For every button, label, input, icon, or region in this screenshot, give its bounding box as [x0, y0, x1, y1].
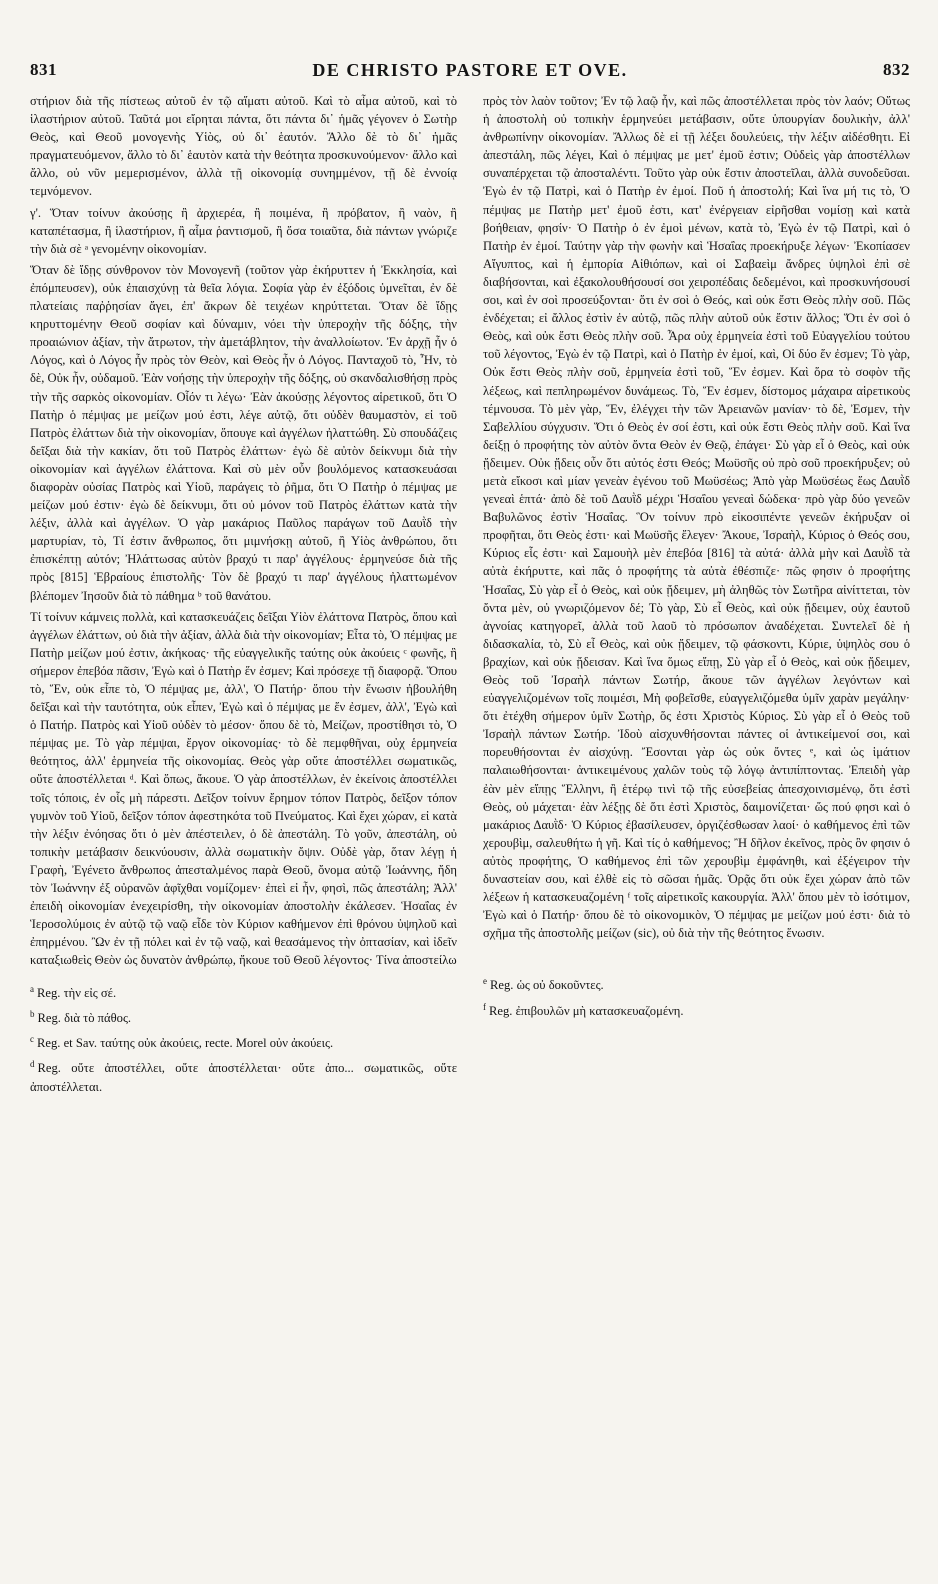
footnote	[30, 1030, 457, 1052]
footnote-mark: f	[483, 1001, 486, 1012]
footnote-text: Reg. ἐπιβουλῶν μὴ κατασκευαζομένη.	[489, 1003, 684, 1018]
paragraph: Τί τοίνυν κάμνεις πολλὰ, καὶ κατασκευάζεις δεῖξαι Υἱὸν ἐλάττονα Πατρὸς, ὅπου καὶ ἀγγέλων ἐλάττων, οὐ διὰ τὴν ἀξίαν, ἀλλὰ διὰ τὴν οἰκονομίαν; Εἶτα τὸ, Ὁ πέμψας με Πατὴρ μείζων μού ἐστιν, ἀκήκοας· τῆς εὐαγγελικῆς ταύτης οὐκ ἀκούεις ᶜ φωνῆς, ἣ σήμερον ἐπεβόα πᾶσιν, Ἐγὼ καὶ ὁ Πατὴρ ἕν ἐσμεν; Καὶ πρόσεχε τῇ διαφορᾷ. Ὅπου τὸ, Ἕν, οὐκ εἶπε τὸ, Ὁ πέμψας με, ἀλλ', Ὁ Πατήρ· ὅπου τὴν ἕνωσιν ἠβουλήθη δεῖξαι καὶ τὴν ταυτότητα, οὐκ εἶπεν, Ἐγὼ καὶ ὁ πέμψας με ἕν ἐσμεν, ἀλλ', Ἐγὼ καὶ ὁ Πατήρ. Πατρὸς καὶ Υἱοῦ οὐδὲν τὸ μέσον· ὅπου δὲ τὸ, Μείζων, προστίθησι τὸ, Ὁ πέμψας με. Τὸ γὰρ πέμψαι, ἔργον οἰκονομίας· τὸ δὲ πεμφθῆναι, οὐχ ἑρμηνεία θεότητος, ἀλλ' ἑρμηνεία τῆς οἰκονομίας. Θεὸς γὰρ οὔτε ἀποστέλλει σωματικῶς, οὔτε ἀποστέλλεται ᵈ. Καὶ ὅπως, ἄκουε. Ὁ γὰρ ἀποστέλλων, ἐν ἐκείνοις ἀποστέλλει τοῖς τόποις, ἐν οἷς μὴ πάρεστι. Δεῖξον τοίνυν ἔρημον τόπον Πατρὸς, δεῖξον τόπον γυμνὸν τοῦ Υἱοῦ, δεῖξον τόπον ἀφεστηκότα τοῦ Πνεύματος. Καὶ ἔχει χώραν, εἰ κατὰ τὴν λέξιν ἐνόησας ὅτι ὁ μὲν ἀπέστειλεν, ὁ δὲ ἀπεστάλη. Τὸ γοῦν, ἀπεστάλη, οὐ τοπικὴν μετάβασιν δεικνύουσιν, ἀλλὰ σωματικὴν ὄψιν. Οὐδὲ γὰρ, ὅταν λέγῃ ἡ Γραφὴ, Ἐγένετο ἄνθρωπος ἀπεσταλμένος παρὰ Θεοῦ, ὄνομα αὐτῷ Ἰωάννης, ἤδη τὸν Ἰωάννην ἐξ οὐρανῶν ἀφῖχθαι νομίζομεν· ἐπεὶ εἰ ἦν, φησὶ, πῶς ἀπεστάλη; Ἀλλ' ἐπειδὴ οἰκονομίαν ἐνεχειρίσθη, τὴν οἰκονομίαν ἀποστολὴν ἐκάλεσεν. Ἡσαΐας ἐν Ἱεροσολύμοις ἐν αὐτῷ τῷ ναῷ εἶδε τὸν Κύριον καθήμενον ἐπὶ θρόνου ὑψηλοῦ καὶ ἐπηρμένου. Ὢν ἐν τῇ πόλει καὶ ἐν τῷ ναῷ, καὶ θεασάμενος τὴν ὀπτασίαν, καὶ ἰδεῖν καταξιωθεὶς Θεὸν ὡς δυνατὸν ἀνθρώπῳ, ἤκουε τοῦ Θεοῦ λέγοντος· Τίνα ἀποστείλω	[30, 609, 457, 968]
footnote-text: Reg. τὴν εἰς σέ.	[37, 985, 117, 1000]
footnote	[483, 998, 910, 1020]
footnote	[30, 1055, 457, 1095]
running-title: DE CHRISTO PASTORE ET OVE.	[312, 60, 628, 80]
footnotes-right	[483, 972, 910, 1020]
right-column	[483, 92, 910, 1099]
footnotes-left	[30, 980, 457, 1096]
page-number-right: 832	[883, 60, 910, 79]
page-number-left: 831	[30, 60, 57, 79]
footnote-text: Reg. ὡς οὐ δοκοῦντες.	[490, 978, 604, 993]
paragraph: Ὅταν δὲ ἴδῃς σύνθρονον τὸν Μονογενῆ (τοῦτον γὰρ ἐκήρυττεν ἡ Ἐκκλησία, καὶ ἐπόμπευσεν), οὐκ ἐπαισχύνῃ τὰ θεῖα λόγια. Σοφία γὰρ ἐν ἐξόδοις ὑμνεῖται, ἐν δὲ πλατείαις παῤῥησίαν ἄγει, ἐπ' ἄκρων δὲ τειχέων κηρύττεται. Ὅταν δὲ ἴδῃς κηρυττομένην Θεοῦ σοφίαν καὶ δύναμιν, νόει τὴν ὑπεροχὴν τῆς δόξης, τὴν προαιώνιον ἀξίαν, τὴν ἄτρωτον, τὴν ἀμετάβλητον, τὴν ἀναλλοίωτον. Ἐν ἀρχῇ ἦν ὁ Λόγος, καὶ ὁ Λόγος ἦν πρὸς τὸν Θεὸν, καὶ Θεὸς ἦν ὁ Λόγος. Πανταχοῦ τὸ, Ἦν, τὸ δὲ, Οὐκ ἦν, οὐδαμοῦ. Ἐὰν νοήσῃς τὴν ὑπεροχὴν τῆς δόξης, οὐ σκανδαλισθήσῃ πρὸς τὴν τῆς σαρκὸς οἰκονομίαν. Οἷόν τι λέγω· Ἐὰν ἀκούσῃς λέγοντος αἱρετικοῦ, ὅτι Ὁ Πατὴρ ὁ πέμψας με μείζων μού ἐστι, λέγε αὐτῷ, ὅτι οὐδὲν θαυμαστὸν, εἰ τοῦ Πατρὸς ἐλάττων διὰ τὴν οἰκονομίαν, ὅπουγε καὶ ἀγγέλων ἠλαττώθη. Σὺ σπουδάζεις δεῖξαι διὰ τὴν κακίαν, ὅτι τοῦ Πατρὸς ἐλάττων· ἐγὼ δὲ αὐτὸν δείκνυμι διὰ τὴν οἰκονομίαν καὶ ἀγγέλων ἐλάττονα. Καὶ σὺ μὲν οὖν βουλόμενος κατασκευάσαι διαφορὰν οὐσίας Πατρὸς καὶ Υἱοῦ, παράγεις τὸ ῥῆμα, ὅτι Ὁ Πατὴρ ὁ πέμψας με μείζων μού ἐστιν· ἐγὼ δὲ δείκνυμι, ὅτι οὐ μόνον τοῦ Πατρὸς ἐλάττων κατὰ τὴν λέξιν, ἀλλὰ καὶ ἀγγέλων. Ὁ γὰρ μακάριος Παῦλος παράγων τοῦ Δαυῒδ τὴν μαρτυρίαν, τὸ, Τί ἐστιν ἄνθρωπος, ὅτι μιμνήσκῃ αὐτοῦ, ἢ Υἱὸς ἀνθρώπου, ὅτι ἐπισκέπτῃ αὐτόν; Ἠλάττωσας αὐτὸν βραχύ τι παρ' ἀγγέλους· ἑρμηνεύσε διὰ τῆς πρὸς [815] Ἑβραίους ἐπιστολῆς· Τὸν δὲ βραχύ τι παρ' ἀγγέλους ἠλαττωμένον βλέπομεν Ἰησοῦν διὰ τὸ πάθημα ᵇ τοῦ θανάτου.	[30, 262, 457, 603]
footnote-mark: a	[30, 983, 34, 994]
left-column	[30, 92, 457, 1099]
footnote-mark: b	[30, 1008, 35, 1019]
footnote	[30, 1005, 457, 1027]
footnote	[483, 972, 910, 994]
text-columns	[30, 92, 910, 1099]
paragraph: γ'. Ὅταν τοίνυν ἀκούσῃς ἢ ἀρχιερέα, ἢ ποιμένα, ἢ πρόβατον, ἢ ναὸν, ἢ καταπέτασμα, ἢ ἱλαστήριον, ἢ αἷμα ῥαντισμοῦ, ἢ ὅσα τοιαῦτα, διὰ πάντων γνώριζε τὴν διὰ σὲ ᵃ γενομένην οἰκονομίαν.	[30, 205, 457, 256]
footnote-text: Reg. et Sav. ταύτης οὐκ ἀκούεις, recte. Morel οὐν ἀκούεις.	[37, 1036, 334, 1051]
paragraph: στήριον διὰ τῆς πίστεως αὐτοῦ ἐν τῷ αἵματι αὐτοῦ. Καὶ τὸ αἷμα αὐτοῦ, καὶ τὸ ἱλαστήριον αὐτοῦ. Ταῦτά μοι εἴρηται πάντα, ὅτι πάντα δι᾽ ἡμᾶς γέγονεν ὁ Σωτὴρ Θεὸς, καὶ Θεοῦ μονογενὴς Υἱὸς, οὐ δι᾽ ἑαυτόν. Ἄλλο δὲ τὸ δι᾽ ἡμᾶς πραγματευόμενον, ἄλλο τὸ δι᾽ ἑαυτὸν κατὰ τὴν θεότητα προσκυνούμενον· ἄλλο καὶ ἄλλο, οὐ νῦν μεμερισμένον, ἀλλὰ τῇ οἰκονομίᾳ συνημμένον, τῇ δὲ ἐννοίᾳ τεμνόμενον.	[30, 94, 457, 199]
paragraph: πρὸς τὸν λαὸν τοῦτον; Ἐν τῷ λαῷ ἦν, καὶ πῶς ἀποστέλλεται πρὸς τὸν λαόν; Οὕτως ἡ ἀποστολὴ οὐ τοπικὴν ἑρμηνεύει μετάβασιν, οὔτε ὑπουργίαν δουλικὴν, ἀλλ' ἀνθρωπίνην οἰκονομίαν. Ἄλλως δὲ εἰ τῇ λέξει δουλεύεις, τὴν λέξιν αἰδέσθητι. Εἰ ἀπεστάλη, πῶς λέγει, Καὶ ὁ πέμψας με μετ' ἐμοῦ ἐστιν; Οὐδεὶς γὰρ ἀποστέλλων συναπέρχεται τῷ ἀποσταλέντι. Τοῦτο γὰρ οὐκ ἔστιν ἀποστεῖλαι, ἀλλὰ συνοδεῦσαι. Ἐγὼ ἐν τῷ Πατρὶ, καὶ ὁ Πατὴρ ἐν ἐμοί. Ποῦ ἡ ἀποστολή; Καὶ ἵνα μή τις τὸ, Ὁ πέμψας με Πατὴρ μετ' ἐμοῦ ἐστι, κατ' ἐνέργειαν εἰρῆσθαι νομίσῃ καὶ κατὰ βοήθειαν, φησίν· Ὁ Πατὴρ ὁ ἐν ἐμοὶ μένων, κατὰ τὸ, Ἐγὼ ἐν τῷ Πατρὶ, καὶ ὁ Πατὴρ ἐν ἐμοί. Ταύτην γὰρ τὴν φωνὴν καὶ Ἡσαΐας προεκήρυξε λέγων· Ἐκοπίασεν Αἴγυπτος, καὶ ἡ ἐμπορία Αἰθιόπων, καὶ οἱ Σαβαεὶμ ἄνδρες ὑψηλοὶ ἐπὶ σὲ διαβήσονται, καὶ ἐξακολουθήσουσί σοι χειροπέδαις δεδεμένοι, καὶ προσκυνήσουσί σοι, καὶ ἐν σοὶ προσεύξονται· ὅτι ἐν σοὶ ὁ Θεός, καὶ οὐκ ἔστι Θεὸς πλὴν σοῦ. Πῶς ἐνδέχεται; εἰ ἄλλος ἐστὶν ἐν αὐτῷ, πῶς πλὴν αὐτοῦ οὐκ ἔστιν ἄλλος; Ὅτι ἐν σοὶ ὁ Θεὸς, καὶ οὐκ ἔστι Θεὸς πλὴν σοῦ. Ἆρα οὐχ ἑρμηνεία ἐστὶ τοῦ Εὐαγγελίου τούτου τοῦ λέγοντος, Ἐγὼ ἐν τῷ Πατρὶ, καὶ ὁ Πατὴρ ἐν ἐμοί, καὶ, Οἱ δύο ἕν ἐσμεν; Τὸ γὰρ, Οὐκ ἔστι Θεὸς πλὴν σοῦ, ἑρμηνεία ἐστὶ τοῦ, Ἕν ἐσμεν. Καὶ ὅρα τὸ σοφὸν τῆς λέξεως, καὶ πεπληρωμένον δυνάμεως. Τὸ, Ἕν ἐσμεν, δίστομος μάχαιρα αἱρετικοὺς τέμνουσα. Τὸ μὲν γὰρ, Ἕν, ἐλέγχει τὴν τῶν Ἀρειανῶν μανίαν· τὸ δὲ, Ἐσμεν, τὴν Σαβελλίου σύγχυσιν. Ὅτι ὁ Θεὸς ἐν σοί ἐστι, καὶ οὐκ ἔστι Θεὸς πλὴν σοῦ. Καὶ ἵνα δείξῃ ὁ προφήτης τὸν αὐτὸν ὄντα Θεὸν ἐν Θεῷ, ἐπάγει· Σὺ γὰρ εἶ ὁ Θεὸς, καὶ οὐκ ᾔδειμεν. Οὐκ ᾔδεις οὖν ὅτι αὐτός ἐστι Θεός; Μωϋσῆς οὐ πρὸ σοῦ προεκήρυξεν; οὐ μετὰ εἴκοσι καὶ μίαν γενεὰν ἐγένου τοῦ Μωϋσέως; Ἀπὸ γὰρ Μωϋσέως ἕως Δαυῒδ γενεαὶ ἑπτά· ἀπὸ δὲ τοῦ Δαυῒδ μέχρι Ἡσαΐου γενεαὶ δώδεκα· πρὸ γὰρ δύο γενεῶν Βαβυλῶνος ἐστὶν Ἡσαΐας. Ὃν τοίνυν πρὸ εἰκοσιπέντε γενεῶν ἐκήρυξαν οἱ προφῆται, ὅτι Θεὸς ἐστι· καὶ Μωϋσῆς ἔλεγεν· Ἄκουε, Ἰσραὴλ, Κύριος ὁ Θεός σου, Κύριος εἷς ἐστι· καὶ Σαμουὴλ μὲν ἐπεβόα [816] τὰ αὐτά· ἀλλὰ μὴν καὶ Δαυῒδ τὰ αὐτὰ ἐκήρυττε, καὶ πᾶς ὁ προφήτης τὰ αὐτὰ ἐθέσπιζε· πῶς φησιν ὁ προφήτης Ἡσαΐας, Σὺ γὰρ εἶ ὁ Θεὸς, καὶ οὐκ ᾔδειμεν, μὴ ἀληθῶς τὸν Σωτῆρα αἰνίττεται, τὸν ὄντα μὲν, οὐ γνωριζόμενον δέ; Τὸ γὰρ, Σὺ εἶ Θεὸς, καὶ οὐκ ᾔδειμεν, οὐχ ἑαυτοῦ ἀγνοίας κατηγορεῖ, ἀλλὰ τοῦ λαοῦ τὸ πρόσωπον ἀναδέχεται. Συντελεῖ δὲ ἡ διδασκαλία, τὸ, Σὺ εἶ Θεὸς, καὶ οὐκ ᾔδειμεν, τῷ φάσκοντι, Κύριε, ὑψηλὸς σου ὁ βραχίων, καὶ οὐκ ᾔδεισαν. Καὶ ἵνα ὅμως εἴπῃ, Σὺ γὰρ εἶ ὁ Θεὸς, καὶ οὐκ ᾔδειμεν, Θεὸς τοῦ Ἰσραὴλ πάντων Σωτήρ, ἄκουε τῶν ἀγγέλων λεγόντων καὶ εὐαγγελιζομένων τοῖς ποιμέσι, Μὴ φοβεῖσθε, εὐαγγελιζόμεθα ὑμῖν χαρὰν μεγάλην· ὅτι ἐτέχθη σήμερον ὑμῖν Σωτὴρ, ὅς ἐστι Χριστὸς Κύριος. Σὺ γὰρ εἶ ὁ Θεὸς τοῦ Ἰσραὴλ πάντων Σωτήρ. Ἰδοὺ αἰσχυνθήσονται πάντες οἱ ἀντικείμενοί σοι, καὶ πορευθήσονται ἐν αἰσχύνῃ. Ἔσονται γὰρ ὡς οὐκ ὄντες ᵉ, καὶ ὡς ἱμάτιον παλαιωθήσονται· ἀντικειμένους χαλῶν τοὺς τῷ λόγῳ ἀντιπίπτοντας. Ἐπειδὴ γὰρ ἐὰν μὲν εἴπῃς Ἕλληνι, ἢ ἑτέρῳ τινὶ τῷ τῆς εὐσεβείας ἀπεσχοινισμένῳ, ὅτι ἐστὶ Θεὸς, οὐ μάχεται· ἐὰν λέξῃς δὲ ὅτι ἐστὶ Χριστὸς, δαιμονίζεται· ὥς πού φησι καὶ ὁ μακάριος Δαυῒδ· Ὁ Κύριος ἐβασίλευσεν, ὀργιζέσθωσαν λαοί· ὁ καθήμενος ἐπὶ τῶν χερουβὶμ, σαλευθήτω ἡ γῆ. Καὶ τίς ὁ καθήμενος; Ἢ δῆλον ἐκεῖνος, πρὸς ὃν φησιν ὁ αὐτὸς προφήτης, Ὁ καθήμενος ἐπὶ τῶν χερουβὶμ ἐμφάνηθι, καὶ ἐξέγειρον τὴν δυναστείαν σου, καὶ ἐλθὲ εἰς τὸ σῶσαι ἡμᾶς. Ὁρᾷς ὅτι οὐκ ἔχει χώραν ἀπὸ τῶν λέξεων ἡ κατασκευαζομένη ᶠ τοῖς αἱρετικοῖς κακουργία. Ἀλλ' ὅπου μὲν τὸ ἰσότιμον, Ἐγὼ καὶ ὁ Πατήρ· ὅπου δὲ τὸ οἰκονομικὸν, Ὁ πέμψας με μείζων μού ἐστι· διὰ τὸ σχῆμα τῆς ἀποστολῆς μείζων (sic), οὐ διὰ τὴν τῆς θεότητος ἕνωσιν.	[483, 94, 910, 941]
running-head	[30, 60, 910, 82]
footnote-text: Reg. διὰ τὸ πάθος.	[37, 1010, 132, 1025]
footnote-text: Reg. οὔτε ἀποστέλλει, οὔτε ἀποστέλλεται· οὔτε ἀπο... σωματικῶς, οὔτε ἀποστέλλεται.	[30, 1061, 457, 1094]
footnote	[30, 980, 457, 1002]
footnote-mark: d	[30, 1059, 35, 1070]
footnote-mark: e	[483, 976, 487, 987]
footnote-mark: c	[30, 1034, 34, 1045]
